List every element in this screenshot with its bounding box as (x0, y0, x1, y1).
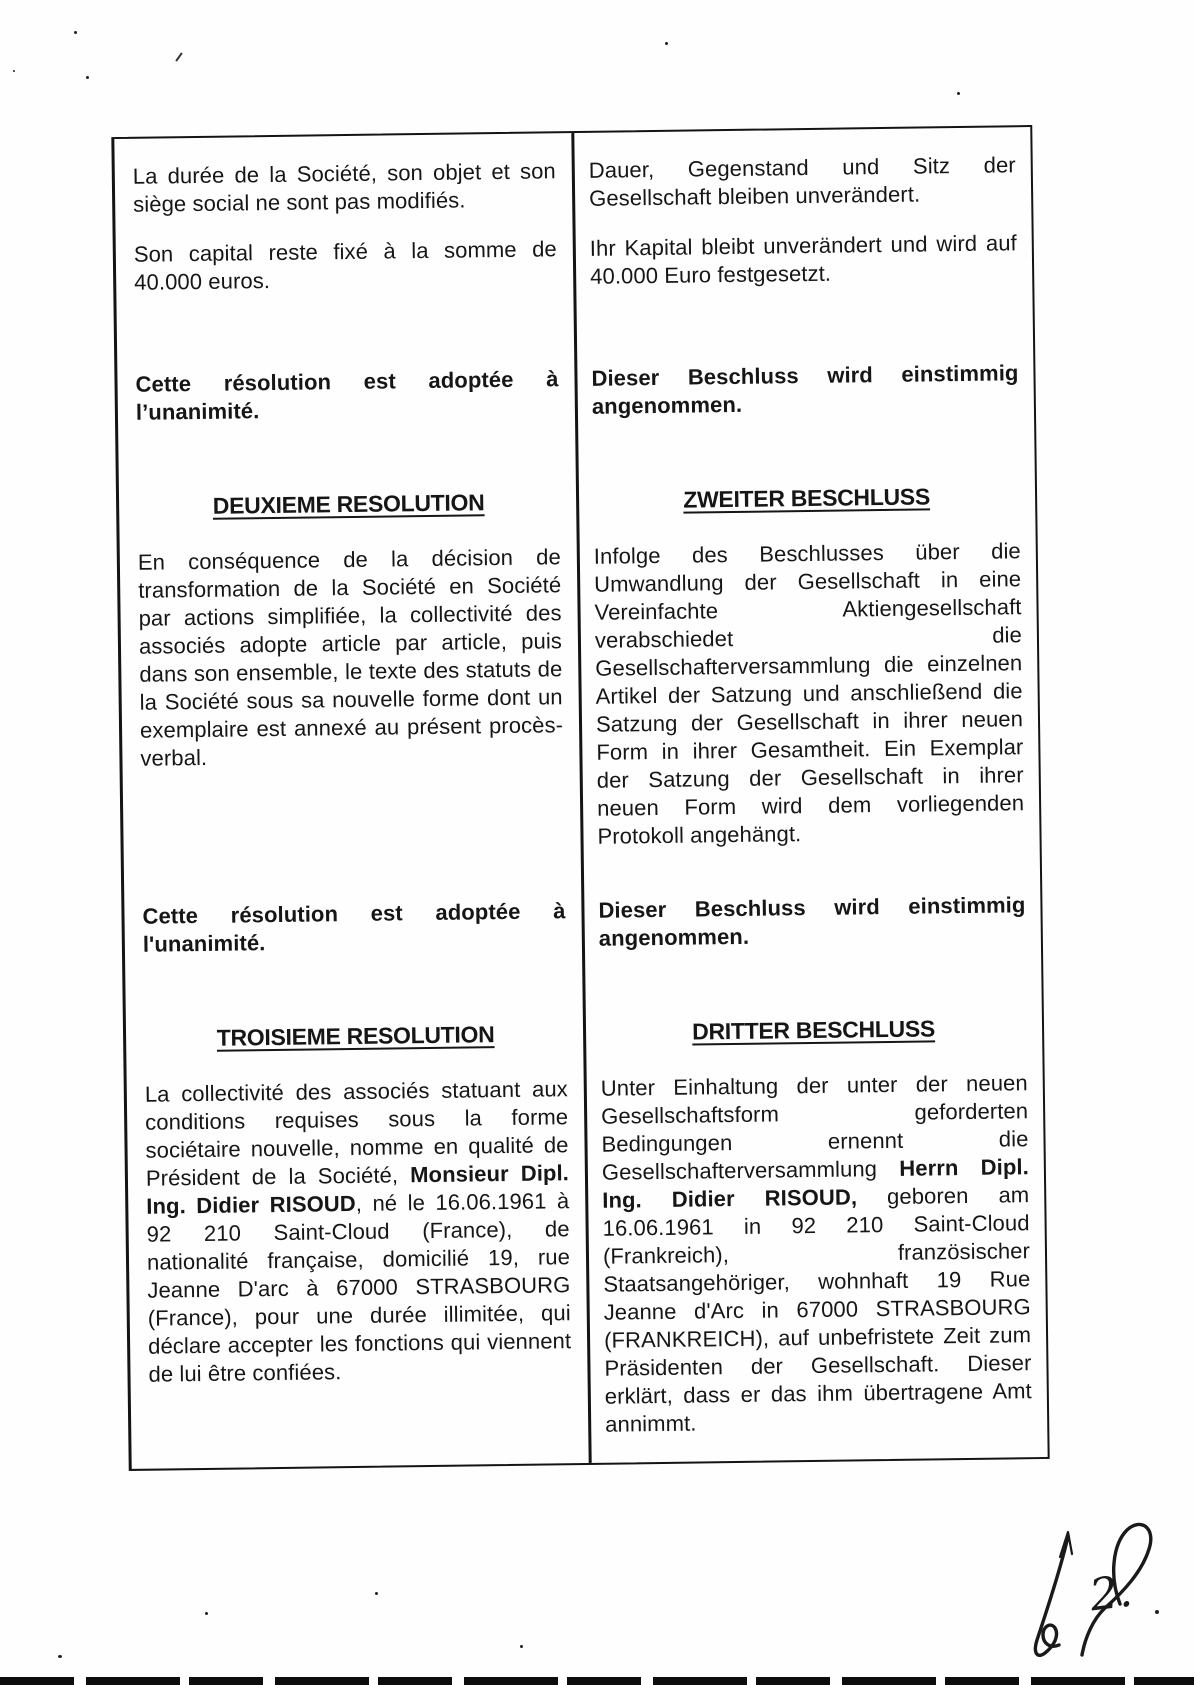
paragraph-de-duration: Dauer, Gegenstand und Sitz der Gesellschaft bleiben unverändert. (588, 152, 1016, 211)
scan-speck (86, 76, 89, 79)
heading-de-second-resolution (577, 481, 1035, 515)
bilingual-resolution-table (111, 125, 1049, 1471)
fr-third-resolution-pre: La collectivité des associés statuant aux conditions requises sous la forme sociétaire nouvelle, nomme en qualité de Président de la Société, (144, 1076, 569, 1191)
paragraph-de-adoption-1: Dieser Beschluss wird einstimmig angenommen. (591, 360, 1019, 419)
fr-third-resolution-post: , né le 16.06.1961 à 92 210 Saint-Cloud (France), de nationalité française, domicilié 19, rue Jeanne D'arc à 67000 STRASBOURG (France), pour une durée illimitée, qui déclare accepter les fonctions qui viennent de lui être confiées. (146, 1188, 572, 1387)
cell-de-adoption-1 (575, 359, 1034, 421)
scan-speck (74, 31, 77, 34)
fr-third-resolution-president-name: Monsieur Dipl. Ing. Didier RISOUD (146, 1160, 570, 1219)
scan-speck (665, 42, 668, 45)
de-third-resolution-post: geboren am 16.06.1961 in 92 210 Saint-Cloud (Frankreich), französischer Staatsangehöriger, wohnhaft 19 Rue Jeanne d'Arc in 67000 STRASBOURG (FRANKREICH), auf unbefristete Zeit zum Präsidenten der Gesellschaft. Dieser erklärt, dass er das ihm übertragene Amt annimmt. (602, 1182, 1032, 1437)
scan-speck (58, 1655, 62, 1658)
heading-fr-second-resolution-text: DEUXIEME RESOLUTION (212, 489, 485, 519)
paraph-left-stroke (1035, 1536, 1068, 1655)
cell-de-duration (573, 151, 1032, 213)
heading-fr-third-resolution-text: TROISIEME RESOLUTION (216, 1021, 495, 1051)
heading-fr-second-resolution (119, 487, 577, 521)
cell-fr-capital (116, 235, 575, 297)
paragraph-de-capital: Ihr Kapital bleibt unverändert und wird auf 40.000 Euro festgesetzt. (589, 230, 1017, 289)
paragraph-fr-adoption-1: Cette résolution est adoptée à l’unanimité. (135, 366, 559, 425)
paragraph-fr-third-resolution (145, 1075, 572, 1389)
paragraph-fr-adoption-2: Cette résolution est adoptée à l'unanimité. (142, 898, 566, 957)
scan-speck (13, 70, 15, 72)
de-third-resolution-pre: Unter Einhaltung der unter der neuen Gesellschaftsform geforderten Bedingungen ernennt die Gesellschafterversammlung (600, 1070, 1029, 1185)
scan-edge-artifact (0, 1677, 1194, 1685)
heading-de-second-resolution-text: ZWEITER BESCHLUSS (683, 483, 931, 513)
cell-fr-adoption-1 (117, 365, 576, 427)
paragraph-fr-duration: La durée de la Société, son objet et son siège social ne sont pas modifiés. (132, 158, 556, 217)
paragraph-de-third-resolution (601, 1069, 1033, 1439)
scan-speck (175, 52, 182, 61)
heading-de-third-resolution-text: DRITTER BESCHLUSS (691, 1015, 936, 1045)
scan-speck (520, 1645, 523, 1648)
paragraph-fr-capital: Son capital reste fixé à la somme de 40.000 euros. (133, 236, 557, 295)
cell-fr-duration (115, 157, 574, 219)
scan-speck (205, 1612, 208, 1615)
heading-fr-third-resolution (126, 1019, 584, 1053)
paragraph-de-adoption-2: Dieser Beschluss wird einstimmig angenommen. (598, 892, 1026, 951)
paragraph-fr-second-resolution: En conséquence de la décision de transformation de la Société en Société par actions simplifiée, la collectivité des associés adopte article par article, puis dans son ensemble, le texte des statuts de la Société sous sa nouvelle forme dont un exemplaire est annexé au présent procès-verbal. (137, 544, 564, 771)
paragraph-de-second-resolution: Infolge des Beschlusses über die Umwandlung der Gesellschaft in eine Vereinfachte Aktiengesellschaft verabschiedet die Gesellschafterversammlung die einzelnen Artikel der Satzung und anschließend die Satzung der Gesellschaft in ihrer neuen Form in ihrer Gesamtheit. Ein Exemplar der Satzung der Gesellschaft in ihrer neuen Form wird dem vorliegenden Protokoll angehängt. (593, 538, 1025, 849)
cell-de-second-resolution (578, 537, 1040, 851)
cell-fr-adoption-2 (124, 897, 583, 959)
scan-speck (957, 92, 960, 95)
de-third-resolution-president-name: Herrn Dipl. Ing. Didier RISOUD, (602, 1154, 1030, 1213)
heading-de-third-resolution (584, 1013, 1042, 1047)
handwritten-paraph (985, 1512, 1185, 1682)
scan-speck (375, 1592, 378, 1595)
cell-fr-third-resolution (127, 1075, 590, 1445)
handwritten-page-number: 2. (1087, 1565, 1135, 1622)
cell-de-third-resolution (585, 1069, 1048, 1439)
cell-de-capital (574, 229, 1033, 291)
cell-de-adoption-2 (582, 891, 1041, 953)
cell-fr-second-resolution (120, 543, 582, 857)
